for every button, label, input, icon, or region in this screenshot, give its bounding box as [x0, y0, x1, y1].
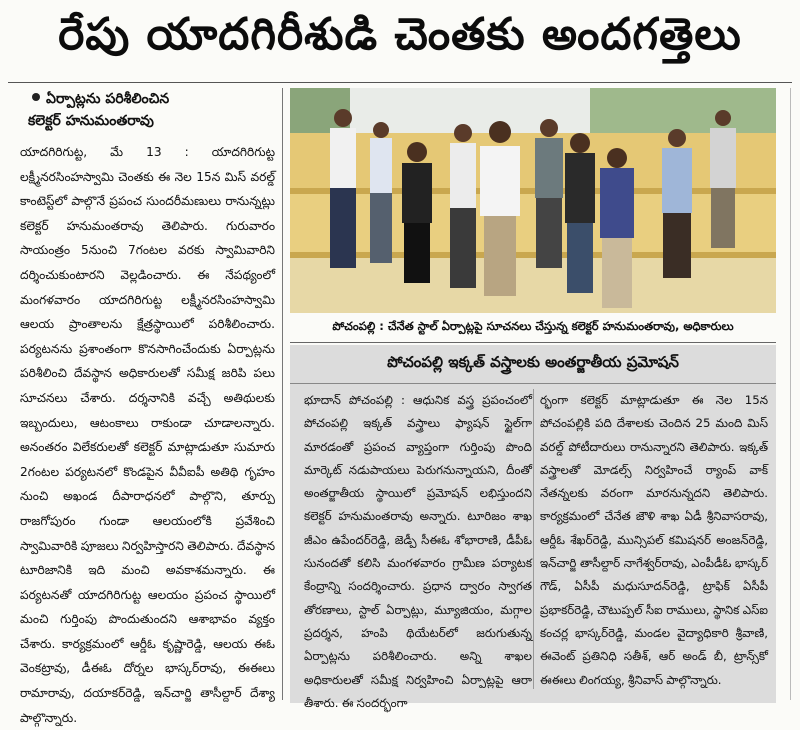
right-article-col1: భూదాన్ పోచంపల్లి : ఆధునిక వస్త్ర ప్రపంచంలో పోచంపల్లి ఇక్కత్ వస్త్రాలు ఫ్యాషన్ స్టైల్‌గా మారడంతో ప్రపంచ వ్యాప్తంగా గుర్తింపు పొంది మార్కెట్ నడుపాయలు పెరుగనున్నాయని, దీంతో అంతర్జాతీయ స్థాయిలో ప్రమోషన్ లభిస్తుందని కలెక్టర్ హనుమంతరావు అన్నారు. టూరిజం శాఖ జీఎం ఉపేందర్‌రెడ్డి, జెడ్పీ సీఈఓ శోభారాణి, డీపీఓ సునందతో కలిసి మంగళవారం గ్రామీణ పర్యాటక కేంద్రాన్ని సందర్శించారు. ప్రధాన ద్వారం స్వాగత తోరణాలు, స్టాల్ ఏర్పాట్లు, మ్యూజియం, మగ్గాల ప్రదర్శన, హంపి థియేటర్‌లో జరుగుతున్న ఏర్పాట్లను పరిశీలించారు. అన్ని శాఖల అధికారులతో సమీక్ష నిర్వహించి ఏర్పాట్లపై ఆరా తీశారు. ఈ సందర్భంగా [304, 393, 532, 710]
caption-rule [290, 342, 776, 343]
subhead-line2: కలెక్టర్ హనుమంతరావు [28, 113, 154, 129]
right-article-headline: పోచంపల్లి ఇక్కత్ వస్త్రాలకు అంతర్జాతీయ ప్రమోషన్ [290, 345, 776, 384]
column-divider [282, 88, 283, 700]
page-edge-rule [790, 88, 791, 700]
subhead-line1: ఏర్పాట్లను పరిశీలించిన [46, 91, 170, 107]
photo-illustration [290, 88, 776, 313]
news-photo [290, 88, 776, 313]
right-article-divider [533, 389, 534, 689]
right-article-col2: ర్భంగా కలెక్టర్ మాట్లాడుతూ ఈ నెల 15న పోచంపల్లికి పది దేశాలకు చెందిన 25 మంది మిస్ వరల్డ్ పోటీదారులు రానున్నారని తెలిపారు. ఇక్కత్ వస్త్రాలతో మోడల్స్ నిర్వహించే ర్యాంప్ వాక్ నేతన్నలకు వరంగా మారనున్నదని తెలిపారు. కార్యక్రమంలో చేనేత జౌళి శాఖ ఏడీ శ్రీనివాసరావు, ఆర్డీఓ శేఖర్‌రెడ్డి, మున్సిపల్ కమిషనర్ అంజన్‌రెడ్డి, ఇన్‌చార్జి తాసీల్దార్ నాగేశ్వర్‌రావు, ఎంపీడీఓ భాస్కర్ గౌడ్, ఏసీపీ మధుసూదన్‌రెడ్డి, ట్రాఫిక్ ఏసీపీ ప్రభాకర్‌రెడ్డి, చౌటుప్పల్ సీఐ రాములు, స్థానిక ఎస్ఐ కంచర్ల భాస్కర్‌రెడ్డి, మండల వైద్యాధికారి శ్రీవాణి, ఈవెంట్ ప్రతినిధి సతీశ్, ఆర్ అండ్ బీ, ట్రాన్స్‌కో ఈఈలు లింగయ్య, శ్రీనివాస్ పాల్గొన్నారు. [540, 393, 768, 687]
right-article [290, 345, 776, 710]
left-subhead [20, 88, 275, 132]
left-article-body: యాదగిరిగుట్ట, మే 13 : యాదగిరిగుట్ట లక్ష్మీనరసింహస్వామి చెంతకు ఈ నెల 15న మిస్ వరల్డ్ కాంటెస్ట్‌లో పాల్గొనే ప్రపంచ సుందరీమణులు రానున్నట్లు కలెక్టర్ హనుమంతరావు తెలిపారు. గురువారం సాయంత్రం 5నుంచి 7గంటల వరకు స్వామివారిని దర్శించుకుంటారని వెల్లడించారు. ఈ నేపథ్యంలో మంగళవారం యాదగిరిగుట్ట లక్ష్మీనరసింహస్వామి ఆలయ ప్రాంతాలను క్షేత్రస్థాయిలో పరిశీలించారు. పర్యటనను ప్రశాంతంగా కొనసాగించేందుకు ఏర్పాట్లను పరిశీలించి దేవస్థాన అధికారులతో సమీక్ష జరిపి పలు సూచనలు చేశారు. దర్శనానికి వచ్చే అతిథులకు ఇబ్బందులు, ఆటంకాలు రాకుండా చూడాలన్నారు. అనంతరం విలేకరులతో కలెక్టర్ మాట్లాడుతూ సుమారు 2గంటల పర్యటనలో కొండపైన వీవీఐపీ అతిథి గృహం నుంచి అఖండ దీపారాధనలో పాల్గొని, తూర్పు రాజగోపురం గుండా ఆలయంలోకి ప్రవేశించి స్వామివారికి పూజలు నిర్వహిస్తారని తెలిపారు. దేవస్థాన టూరిజానికి ఇది మంచి అవకాశమన్నారు. ఈ పర్యటనతో యాదగిరిగుట్ట ఆలయం ప్రపంచ స్థాయిలో మంచి గుర్తింపు పొందుతుందని ఆశాభావం వ్యక్తం చేశారు. కార్యక్రమంలో ఆర్డీఓ కృష్ణారెడ్డి, ఆలయ ఈఓ వెంకట్రావు, డీఈఓ దోర్నల భాస్కర్‌రావు, ఈఈలు రామారావు, దయాకర్‌రెడ్డి, ఇన్‌చార్జి తాసీల్దార్ దేశ్యా పాల్గొన్నారు. [20, 145, 275, 725]
left-article [20, 88, 275, 725]
photo-caption: పోచంపల్లి : చేనేత స్టాల్ ఏర్పాట్లపై సూచనలు చేస్తున్న కలెక్టర్ హనుమంతరావు, అధికారులు [332, 318, 734, 333]
headline: రేపు యాదగిరీశుడి చెంతకు అందగత్తెలు [58, 9, 742, 60]
bullet-icon [32, 93, 40, 101]
top-rule [8, 82, 792, 83]
